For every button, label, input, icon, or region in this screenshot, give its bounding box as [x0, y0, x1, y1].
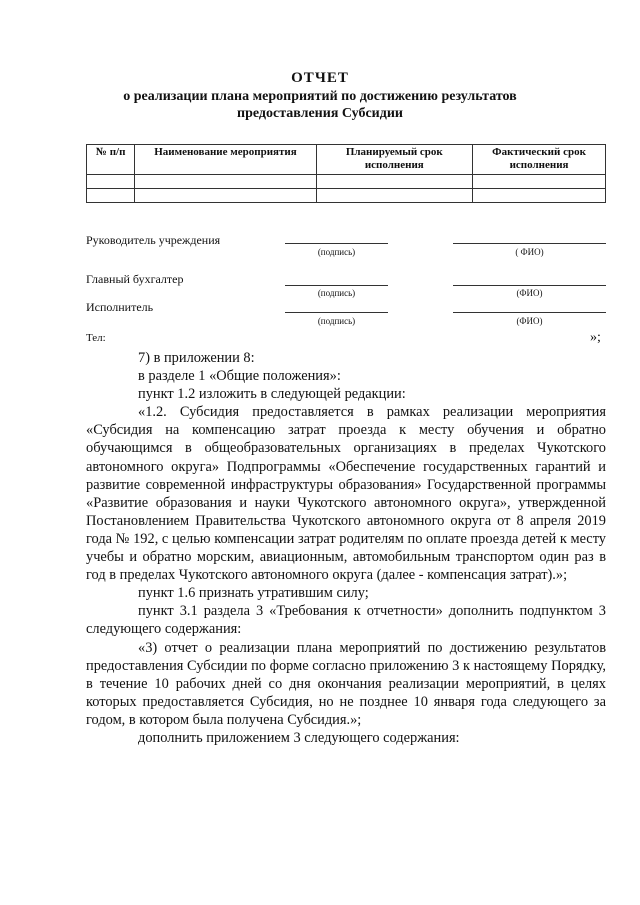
paragraph: пункт 3.1 раздела 3 «Требования к отчетности» дополнить подпунктом 3 следующего содержания: [86, 603, 606, 638]
paragraph: пункт 1.2 изложить в следующей редакции: [138, 386, 406, 403]
amendment-text [86, 349, 606, 747]
table-cell [473, 189, 606, 203]
table-cell [135, 189, 316, 203]
head-fio-hint: ( ФИО) [515, 247, 544, 257]
table-cell [135, 175, 316, 189]
column-header-number: № п/п [87, 145, 135, 175]
report-table [86, 144, 606, 203]
accountant-fio-hint: (ФИО) [516, 288, 543, 298]
executor-fio-hint: (ФИО) [516, 316, 543, 326]
closing-quote: »; [590, 330, 601, 345]
paragraph: 7) в приложении 8: [138, 350, 255, 366]
table-row [87, 189, 606, 203]
paragraph: «3) отчет о реализации плана мероприятий по достижению результатов предоставления Субсидии по форме согласно приложению 3 к настоящему Порядку, в течение 10 рабочих дней со дня окончания реализации мероприятий, в целях которых предоставляется Субсидия, но не позднее 10 января года следующего за годом, в котором была получена Субсидия.»; [86, 639, 606, 728]
table-cell [87, 175, 135, 189]
report-title: ОТЧЕТ [291, 70, 349, 86]
table-cell [473, 175, 606, 189]
paragraph: пункт 1.6 признать утратившим силу; [138, 585, 369, 602]
chief-accountant-label: Главный бухгалтер [86, 272, 184, 286]
report-subtitle-line-2: предоставления Субсидии [237, 106, 403, 121]
table-row [87, 175, 606, 189]
column-header-planned-term: Планируемый срок исполнения [316, 145, 473, 175]
head-signature-hint: (подпись) [317, 247, 356, 257]
report-subtitle-line-1: о реализации плана мероприятий по достижению результатов [123, 89, 517, 104]
head-signature-line [285, 243, 388, 244]
table-cell [316, 175, 473, 189]
executor-signature-hint: (подпись) [317, 316, 356, 326]
accountant-fio-line [453, 285, 606, 286]
table-cell [87, 189, 135, 203]
executor-fio-line [453, 312, 606, 313]
paragraph: в разделе 1 «Общие положения»: [138, 368, 341, 385]
head-fio-line [453, 243, 606, 244]
paragraph: «1.2. Субсидия предоставляется в рамках реализации мероприятия «Субсидия на компенсацию затрат проезда к месту обучения и обратно обучающимся в общеобразовательных организациях в пределах Чукотского автономного округа» Подпрограммы «Обеспечение государственных гарантий и развитие современной инфраструктуры образования» Государственной программы «Развитие образования и науки Чукотского автономного округа», утвержденной Постановлением Правительства Чукотского автономного округа от 8 апреля 2019 года № 192, с целью компенсации затрат родителям по оплате проезда детей к месту учебы и обратно морским, авиационным, автомобильным транспортом один раз в год в пределах Чукотского автономного округа (далее - компенсация затрат).»; [86, 404, 606, 584]
paragraph: дополнить приложением 3 следующего содержания: [138, 729, 460, 746]
head-of-institution-label: Руководитель учреждения [86, 233, 221, 247]
report-subtitle [100, 88, 540, 122]
accountant-signature-line [285, 285, 388, 286]
table-cell [316, 189, 473, 203]
phone-label: Тел: [86, 332, 106, 344]
column-header-actual-term: Фактический срок исполнения [473, 145, 606, 175]
executor-label: Исполнитель [86, 300, 154, 314]
column-header-activity: Наименование мероприятия [135, 145, 316, 175]
table-header-row [87, 145, 606, 175]
executor-signature-line [285, 312, 388, 313]
accountant-signature-hint: (подпись) [317, 288, 356, 298]
